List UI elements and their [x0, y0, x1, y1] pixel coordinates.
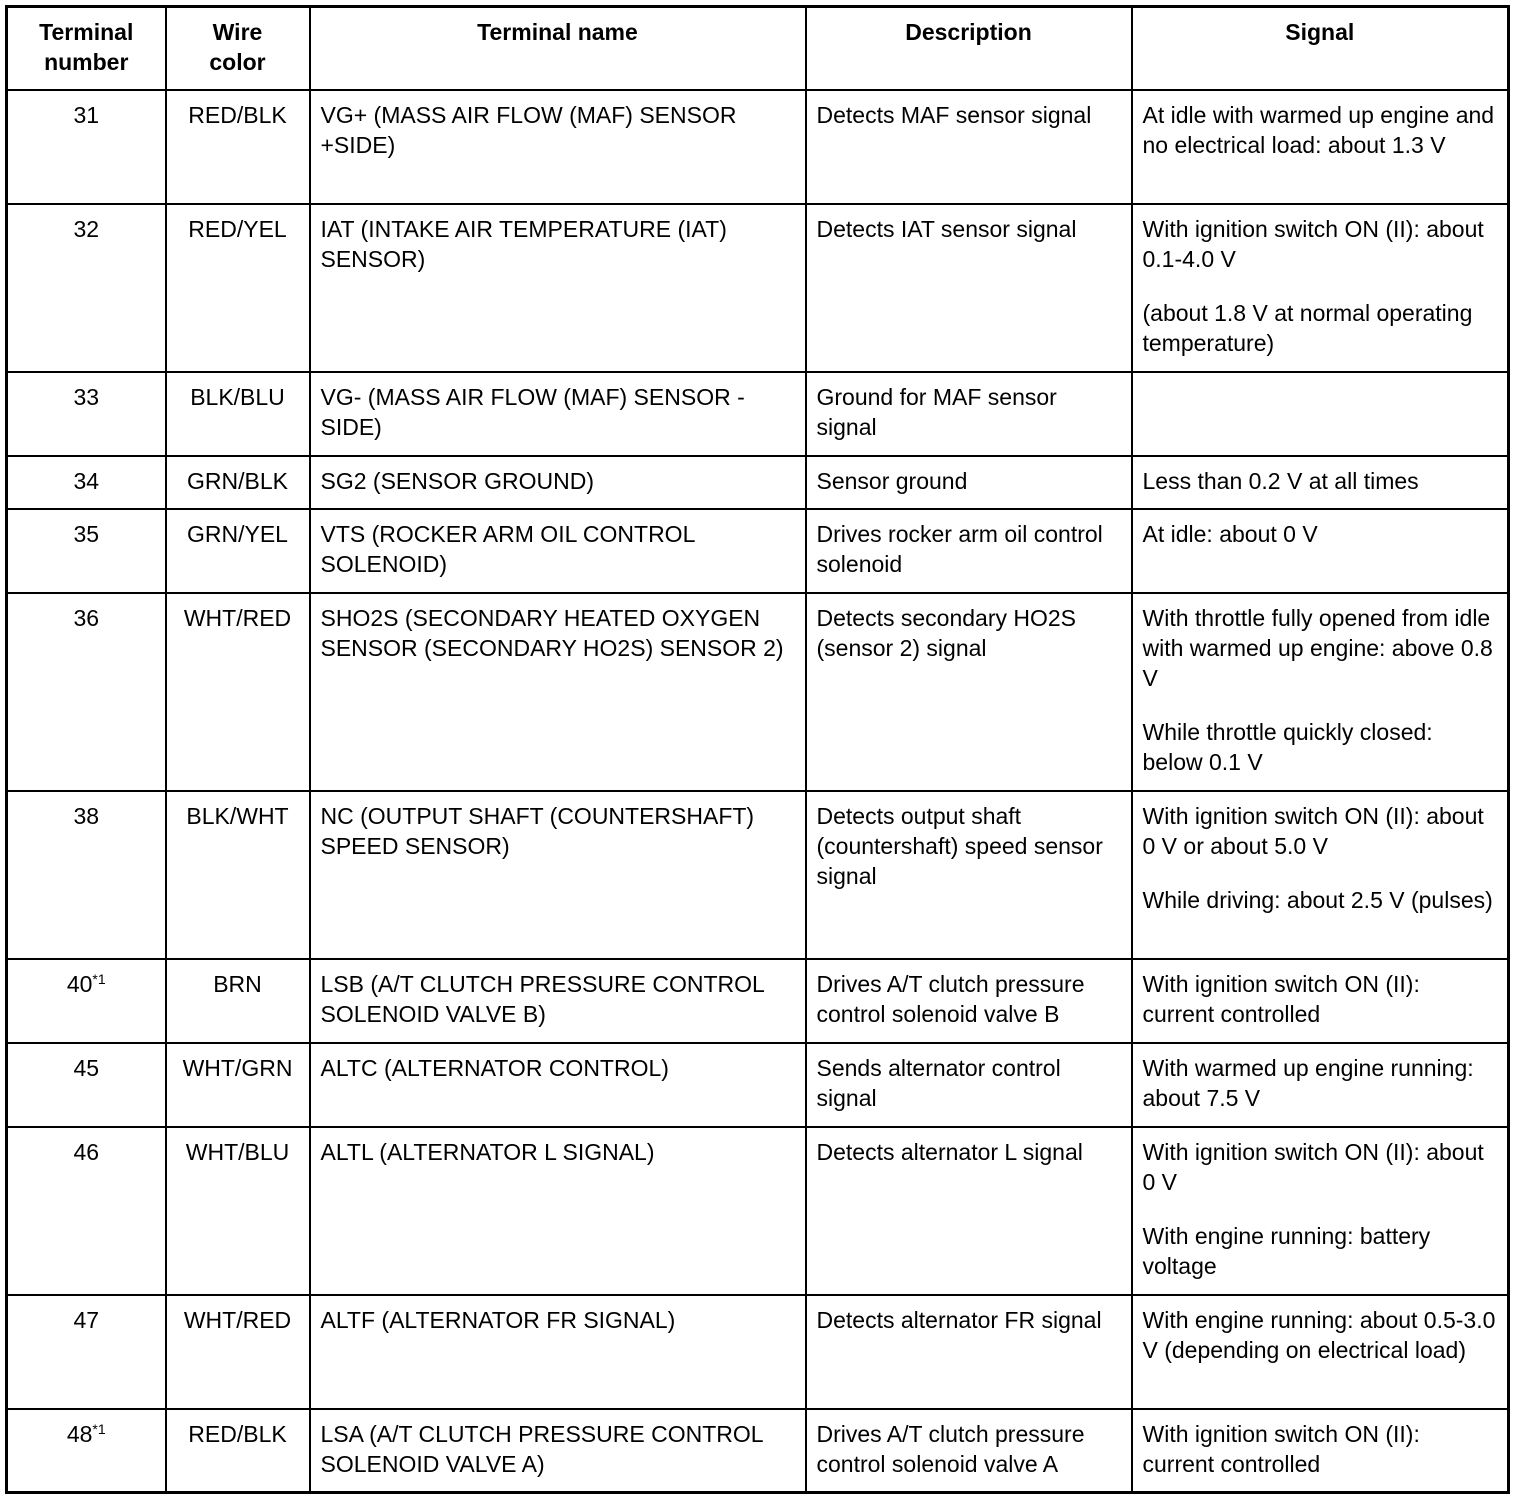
terminal-number-cell	[7, 509, 166, 593]
terminal-name-cell: VG- (MASS AIR FLOW (MAF) SENSOR -SIDE)	[310, 372, 806, 456]
wire-color-cell: WHT/RED	[166, 593, 310, 791]
terminal-number-cell	[7, 959, 166, 1043]
header-wire-color	[166, 7, 310, 90]
terminal-number-cell	[7, 593, 166, 791]
table-row	[7, 959, 1509, 1043]
terminal-number: 48	[66, 1420, 93, 1447]
header-wire-color-line1: Wire	[212, 19, 263, 45]
table-row	[7, 791, 1509, 959]
description-cell: Detects alternator L signal	[806, 1127, 1132, 1295]
table-row	[7, 1295, 1509, 1409]
terminal-name-cell: NC (OUTPUT SHAFT (COUNTERSHAFT) SPEED SENSOR)	[310, 791, 806, 959]
terminal-number: 31	[73, 101, 100, 128]
terminal-number-cell	[7, 1127, 166, 1295]
signal-text: With ignition switch ON (II): current controlled	[1142, 970, 1420, 1027]
header-row	[7, 7, 1509, 90]
footnote-marker: *1	[92, 1420, 106, 1437]
terminal-name-cell: LSA (A/T CLUTCH PRESSURE CONTROL SOLENOID VALVE A)	[310, 1409, 806, 1493]
table-row	[7, 1127, 1509, 1295]
wire-color-cell: WHT/RED	[166, 1295, 310, 1409]
header-terminal-number-line1: Terminal	[39, 19, 134, 45]
signal-cell	[1132, 1043, 1509, 1127]
description-cell: Detects MAF sensor signal	[806, 90, 1132, 204]
signal-text: With ignition switch ON (II): about 0 V	[1142, 1138, 1484, 1195]
signal-cell	[1132, 509, 1509, 593]
terminal-number: 33	[73, 383, 100, 410]
terminal-name-cell: ALTC (ALTERNATOR CONTROL)	[310, 1043, 806, 1127]
description-cell: Drives A/T clutch pressure control solenoid valve B	[806, 959, 1132, 1043]
signal-cell	[1132, 456, 1509, 509]
terminal-name-cell: LSB (A/T CLUTCH PRESSURE CONTROL SOLENOID VALVE B)	[310, 959, 806, 1043]
terminal-number-cell	[7, 791, 166, 959]
description-cell: Detects secondary HO2S (sensor 2) signal	[806, 593, 1132, 791]
terminal-number: 32	[73, 215, 100, 242]
description-cell: Sends alternator control signal	[806, 1043, 1132, 1127]
signal-text: (about 1.8 V at normal operating temperature)	[1142, 299, 1473, 356]
signal-cell	[1132, 90, 1509, 204]
header-terminal-name: Terminal name	[310, 7, 806, 90]
signal-cell	[1132, 791, 1509, 959]
header-wire-color-line2: color	[209, 49, 266, 75]
description-cell: Detects alternator FR signal	[806, 1295, 1132, 1409]
description-cell: Detects output shaft (countershaft) speed sensor signal	[806, 791, 1132, 959]
terminal-number: 34	[73, 467, 100, 494]
terminal-name-cell: IAT (INTAKE AIR TEMPERATURE (IAT) SENSOR)	[310, 204, 806, 372]
table-row	[7, 456, 1509, 509]
terminal-number-cell	[7, 1295, 166, 1409]
wire-color-cell: WHT/GRN	[166, 1043, 310, 1127]
terminal-name-cell: ALTL (ALTERNATOR L SIGNAL)	[310, 1127, 806, 1295]
terminal-name-cell: VTS (ROCKER ARM OIL CONTROL SOLENOID)	[310, 509, 806, 593]
description-cell: Ground for MAF sensor signal	[806, 372, 1132, 456]
signal-text: While throttle quickly closed: below 0.1 V	[1142, 718, 1433, 775]
terminal-table	[5, 5, 1510, 1494]
terminal-name-cell: ALTF (ALTERNATOR FR SIGNAL)	[310, 1295, 806, 1409]
signal-cell	[1132, 204, 1509, 372]
signal-text: With ignition switch ON (II): about 0.1-4.0 V	[1142, 215, 1484, 272]
terminal-number-cell	[7, 1043, 166, 1127]
terminal-number: 46	[73, 1138, 100, 1165]
terminal-number: 38	[73, 802, 100, 829]
terminal-number-cell	[7, 90, 166, 204]
terminal-name-cell: SHO2S (SECONDARY HEATED OXYGEN SENSOR (SECONDARY HO2S) SENSOR 2)	[310, 593, 806, 791]
terminal-number: 36	[73, 604, 100, 631]
table-row	[7, 90, 1509, 204]
signal-text: With engine running: battery voltage	[1142, 1222, 1431, 1279]
table-row	[7, 593, 1509, 791]
terminal-number-cell	[7, 1409, 166, 1493]
terminal-number-cell	[7, 456, 166, 509]
header-terminal-number-line2: number	[44, 49, 129, 75]
description-cell: Sensor ground	[806, 456, 1132, 509]
signal-cell	[1132, 1295, 1509, 1409]
table-row	[7, 1409, 1509, 1493]
header-description: Description	[806, 7, 1132, 90]
header-terminal-number	[7, 7, 166, 90]
signal-cell	[1132, 959, 1509, 1043]
terminal-number: 47	[73, 1306, 100, 1333]
header-signal: Signal	[1132, 7, 1509, 90]
signal-text: With warmed up engine running: about 7.5 V	[1142, 1054, 1474, 1111]
table-row	[7, 372, 1509, 456]
terminal-name-cell: VG+ (MASS AIR FLOW (MAF) SENSOR +SIDE)	[310, 90, 806, 204]
description-cell: Drives rocker arm oil control solenoid	[806, 509, 1132, 593]
table-row	[7, 204, 1509, 372]
terminal-number: 40	[66, 970, 93, 997]
wire-color-cell: RED/YEL	[166, 204, 310, 372]
signal-text: At idle with warmed up engine and no electrical load: about 1.3 V	[1142, 101, 1495, 158]
footnote-marker: *1	[92, 970, 106, 987]
wire-color-cell: BLK/WHT	[166, 791, 310, 959]
wire-color-cell: BLK/BLU	[166, 372, 310, 456]
signal-text: Less than 0.2 V at all times	[1142, 467, 1419, 494]
wire-color-cell: GRN/BLK	[166, 456, 310, 509]
terminal-name-cell: SG2 (SENSOR GROUND)	[310, 456, 806, 509]
terminal-number-cell	[7, 204, 166, 372]
wire-color-cell: RED/BLK	[166, 90, 310, 204]
signal-cell	[1132, 1127, 1509, 1295]
table-body	[7, 90, 1509, 1493]
table-row	[7, 509, 1509, 593]
wire-color-cell: WHT/BLU	[166, 1127, 310, 1295]
description-cell: Detects IAT sensor signal	[806, 204, 1132, 372]
signal-text: With ignition switch ON (II): about 0 V or about 5.0 V	[1142, 802, 1484, 859]
terminal-number: 45	[73, 1054, 100, 1081]
description-cell: Drives A/T clutch pressure control solenoid valve A	[806, 1409, 1132, 1493]
signal-cell	[1132, 1409, 1509, 1493]
terminal-number: 35	[73, 520, 100, 547]
signal-text: While driving: about 2.5 V (pulses)	[1142, 886, 1493, 913]
wire-color-cell: RED/BLK	[166, 1409, 310, 1493]
wire-color-cell: BRN	[166, 959, 310, 1043]
signal-text: With throttle fully opened from idle with warmed up engine: above 0.8 V	[1142, 604, 1493, 691]
signal-text: At idle: about 0 V	[1142, 520, 1318, 547]
signal-text: With ignition switch ON (II): current controlled	[1142, 1420, 1420, 1477]
terminal-number-cell	[7, 372, 166, 456]
signal-cell	[1132, 593, 1509, 791]
signal-text: With engine running: about 0.5-3.0 V (depending on electrical load)	[1142, 1306, 1496, 1363]
wire-color-cell: GRN/YEL	[166, 509, 310, 593]
table-row	[7, 1043, 1509, 1127]
signal-cell	[1132, 372, 1509, 456]
